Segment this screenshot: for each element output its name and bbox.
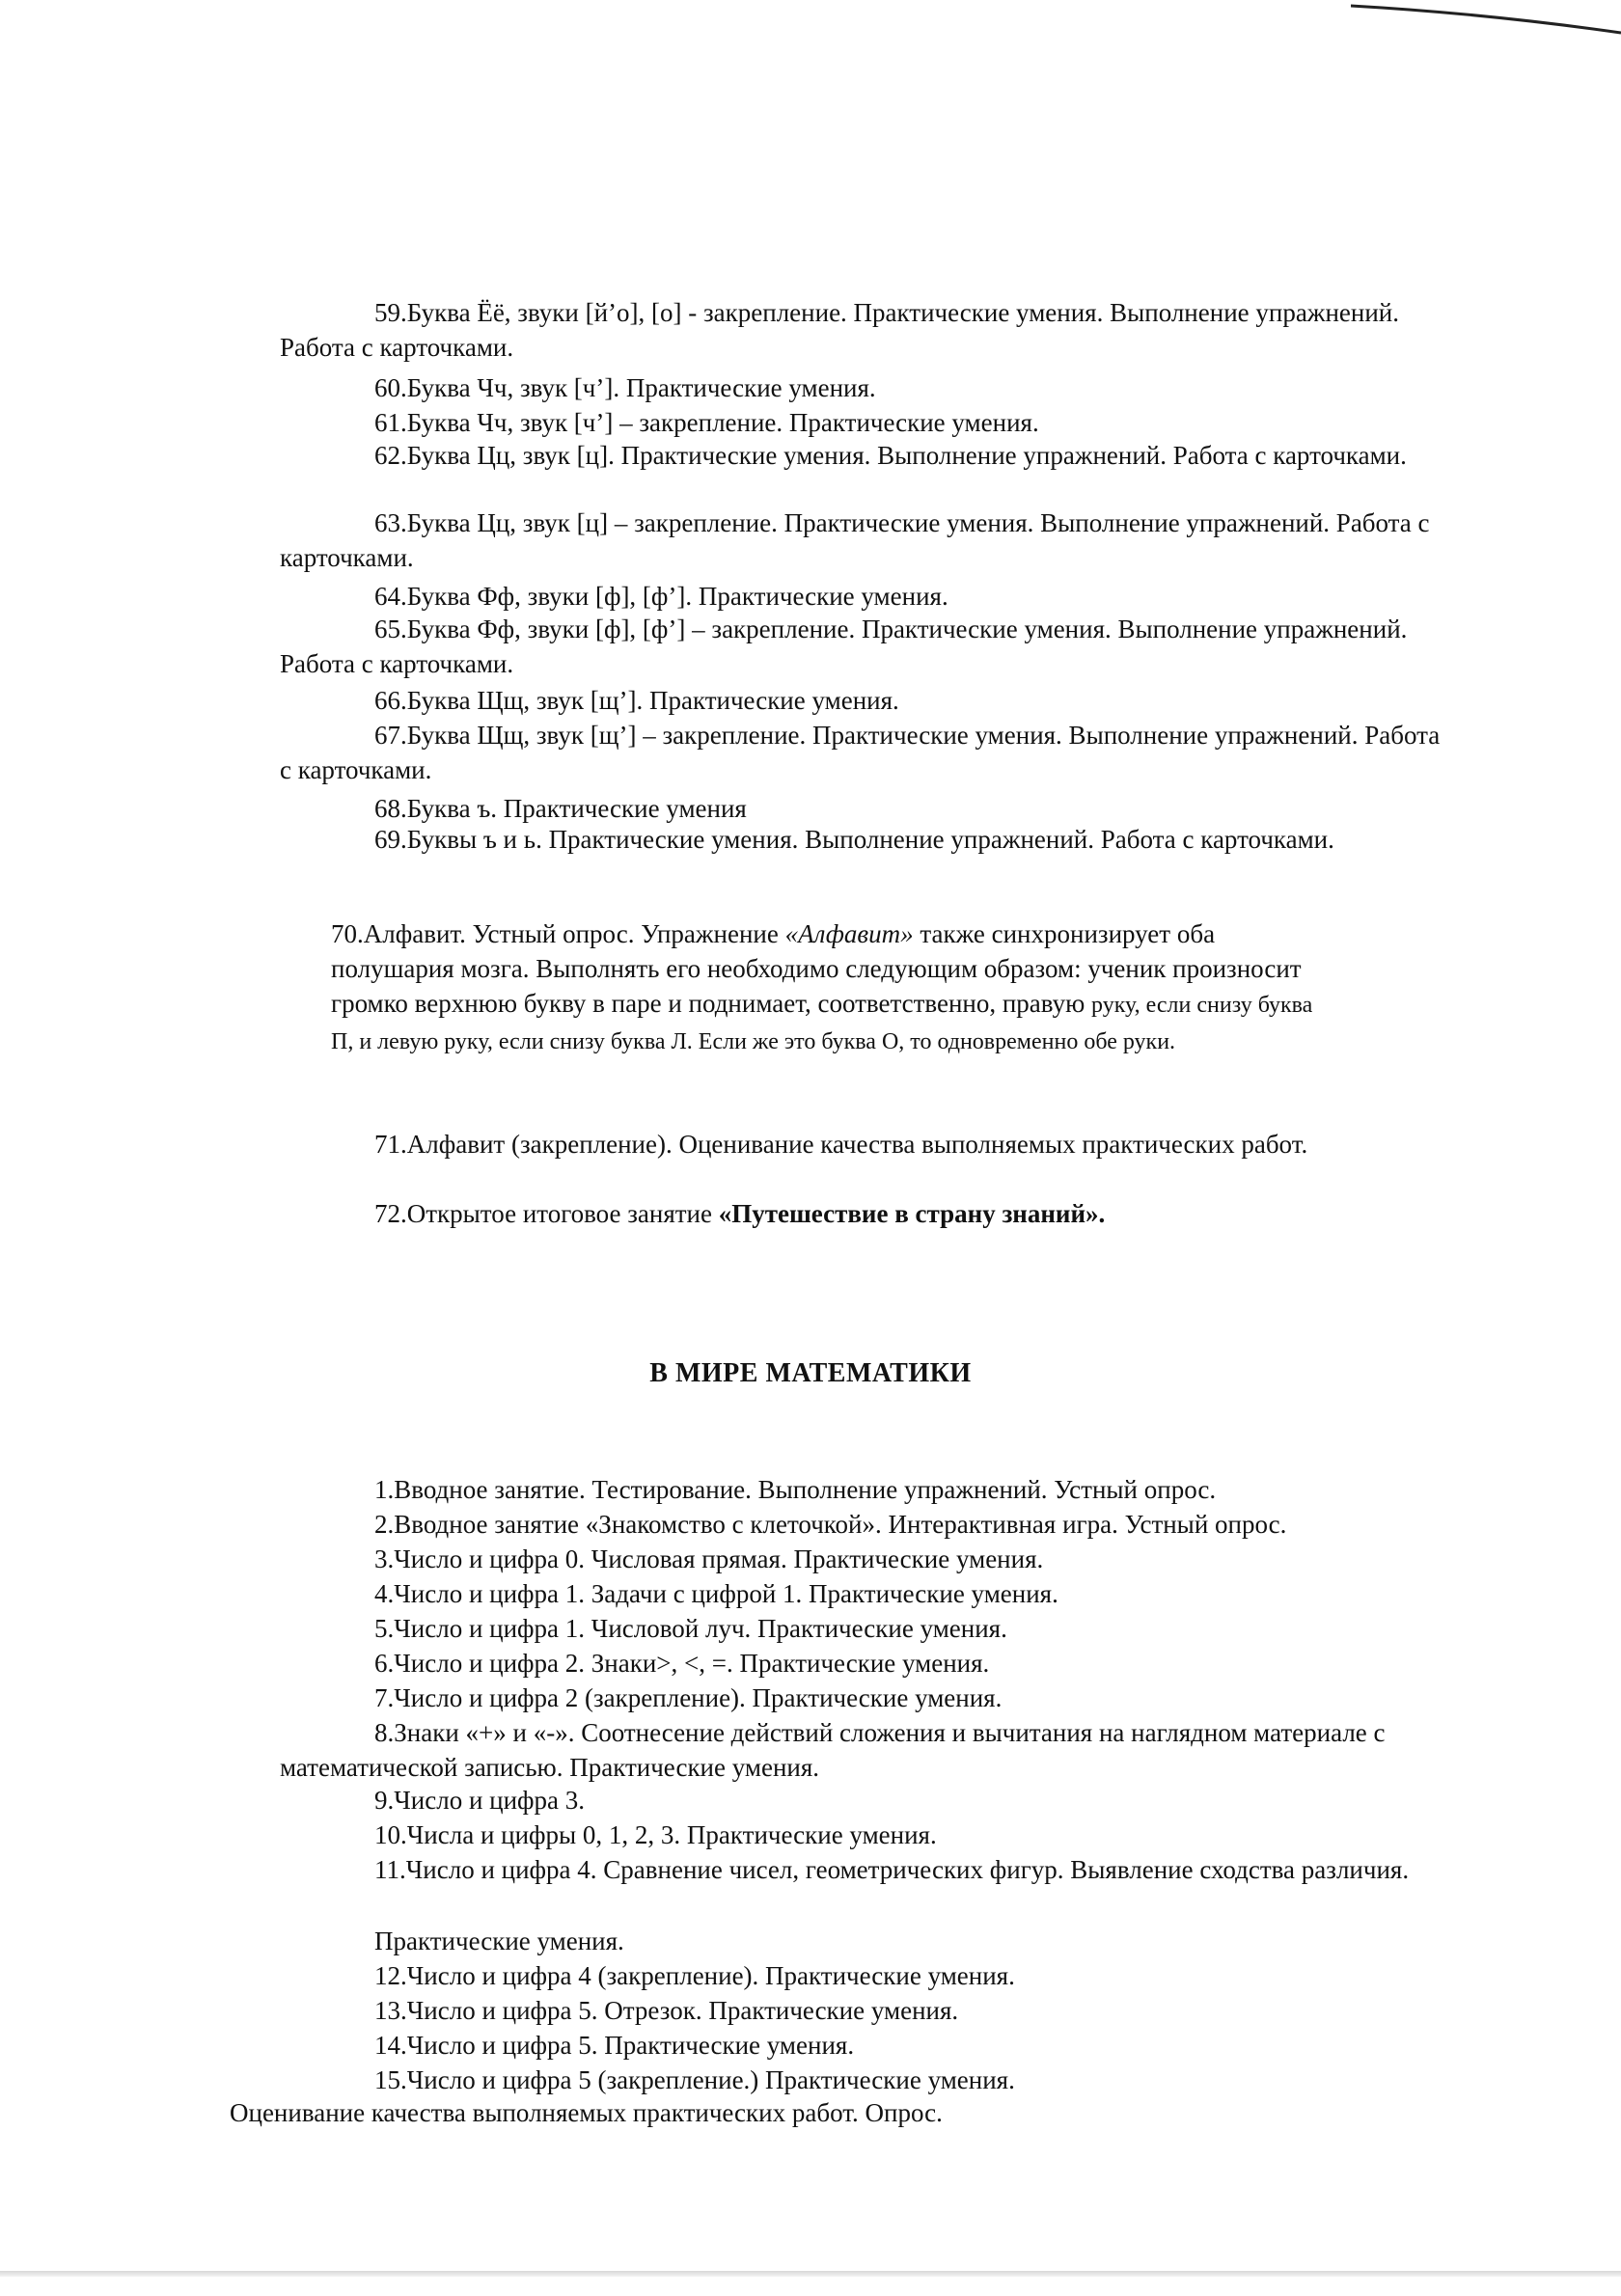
list-item: 65.Буква Фф, звуки [ф], [ф’] – закрепление. Практические умения. Выполнение упражнений. Работа с карточками. <box>280 615 1408 678</box>
list-item: 10.Числа и цифры 0, 1, 2, 3. Практические умения. <box>374 1820 937 1849</box>
list-item: 2.Вводное занятие «Знакомство с клеточкой». Интерактивная игра. Устный опрос. <box>374 1510 1287 1539</box>
item-text: 70.Алфавит. Устный опрос. Упражнение <box>331 919 785 948</box>
list-item: 9.Число и цифра 3. <box>374 1786 586 1815</box>
list-item: 11.Число и цифра 4. Сравнение чисел, геометрических фигур. Выявление сходства различия. <box>374 1855 1410 1884</box>
list-item: 1.Вводное занятие. Тестирование. Выполнение упражнений. Устный опрос. <box>374 1475 1217 1504</box>
section-title: В МИРЕ МАТЕМАТИКИ <box>649 1358 972 1388</box>
list-item: 12.Число и цифра 4 (закрепление). Практические умения. <box>374 1961 1015 1990</box>
item-bold-title: «Путешествие в страну знаний». <box>718 1199 1106 1228</box>
item-italic-title: «Алфавит» <box>784 919 914 948</box>
scan-edge-line <box>1351 0 1621 39</box>
list-item: 8.Знаки «+» и «-». Соотнесение действий сложения и вычитания на наглядном материале с математической записью. Практические умения. <box>280 1718 1386 1782</box>
list-item: 59.Буква Ёё, звуки [й’о], [о] - закрепление. Практические умения. Выполнение упражнений. Работа с карточками. <box>280 298 1399 362</box>
closing-line: Оценивание качества выполняемых практических работ. Опрос. <box>230 2098 943 2127</box>
list-item: 60.Буква Чч, звук [ч’]. Практические умения. <box>374 373 876 402</box>
list-item: 67.Буква Щщ, звук [щ’] – закрепление. Практические умения. Выполнение упражнений. Работа с карточками. <box>280 721 1441 784</box>
scan-edge-bottom <box>0 2271 1621 2277</box>
list-item: 7.Число и цифра 2 (закрепление). Практические умения. <box>374 1683 1003 1712</box>
list-item: 71.Алфавит (закрепление). Оценивание качества выполняемых практических работ. <box>374 1130 1308 1159</box>
list-item: 14.Число и цифра 5. Практические умения. <box>374 2031 855 2060</box>
list-item: Практические умения. <box>374 1927 624 1955</box>
list-item: 62.Буква Цц, звук [ц]. Практические умения. Выполнение упражнений. Работа с карточками. <box>374 441 1407 470</box>
list-item: 3.Число и цифра 0. Числовая прямая. Практические умения. <box>374 1544 1044 1573</box>
list-item: 66.Буква Щщ, звук [щ’]. Практические умения. <box>374 686 899 715</box>
list-item: 4.Число и цифра 1. Задачи с цифрой 1. Практические умения. <box>374 1579 1058 1608</box>
list-item: 64.Буква Фф, звуки [ф], [ф’]. Практические умения. <box>374 582 948 611</box>
list-item: 69.Буквы ъ и ь. Практические умения. Выполнение упражнений. Работа с карточками. <box>374 825 1334 854</box>
list-item-alphabet-exercise <box>331 916 1315 1059</box>
item-text: также синхронизирует оба полушария мозга. Выполнять его необходимо следующим образом: ученик произносит громко верхнюю букву в паре и поднимает, соответственно, правую <box>331 919 1302 1018</box>
item-text: 72.Открытое итоговое занятие <box>374 1199 719 1228</box>
list-item: 63.Буква Цц, звук [ц] – закрепление. Практические умения. Выполнение упражнений. Работа с карточками. <box>280 508 1430 572</box>
list-item: 68.Буква ъ. Практические умения <box>374 794 747 823</box>
list-item: 5.Число и цифра 1. Числовой луч. Практические умения. <box>374 1614 1007 1643</box>
list-item: 15.Число и цифра 5 (закрепление.) Практические умения. <box>374 2065 1015 2094</box>
list-item-final-lesson <box>280 1196 1452 1231</box>
list-item: 13.Число и цифра 5. Отрезок. Практические умения. <box>374 1996 959 2025</box>
list-item: 61.Буква Чч, звук [ч’] – закрепление. Практические умения. <box>374 408 1039 437</box>
list-item: 6.Число и цифра 2. Знаки>, <, =. Практические умения. <box>374 1649 990 1678</box>
item-small-text: руку, если снизу буква П, и левую руку, если снизу буква Л. Если же это буква О, то одновременно обе руки. <box>331 993 1313 1054</box>
